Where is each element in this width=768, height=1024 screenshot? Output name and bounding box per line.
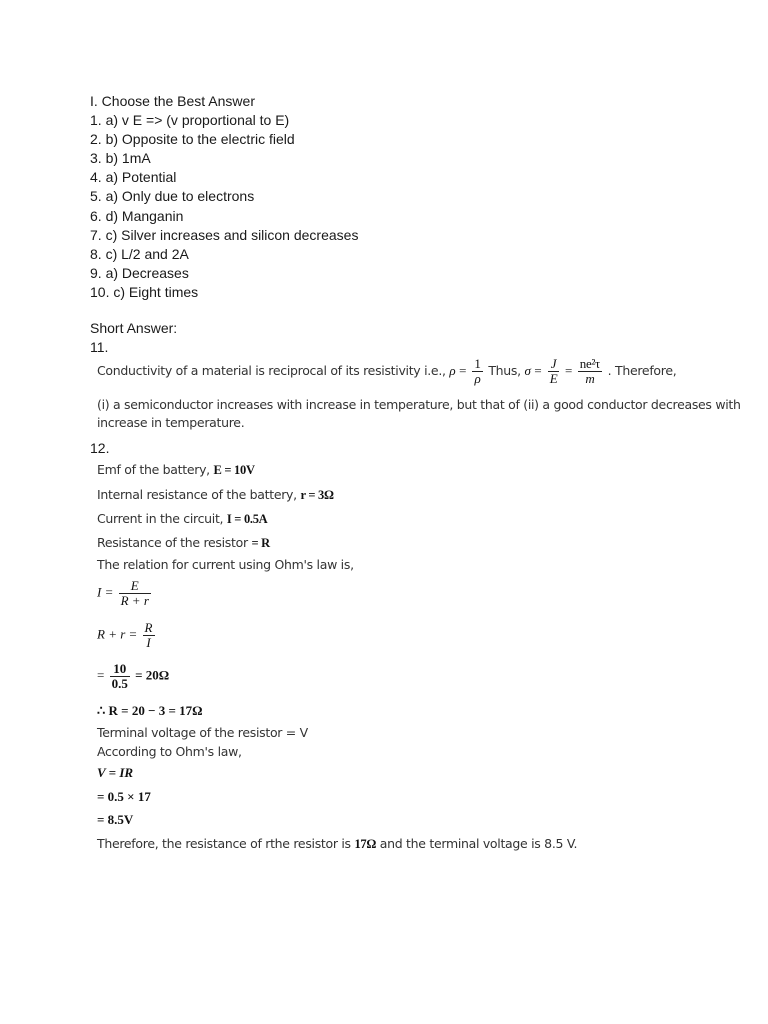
q11-therefore: . Therefore, — [607, 363, 677, 378]
q12-emf-value: E = 10V — [213, 463, 255, 477]
q12-eq3-prefix: = — [97, 667, 105, 683]
q12-equation-3 — [97, 662, 169, 691]
q11-j-fraction — [548, 357, 560, 386]
q11-line-3: increase in temperature. — [97, 415, 245, 430]
q12-conclusion-suffix: and the terminal voltage is 8.5 V. — [379, 836, 578, 851]
q12-equation-5: V = IR — [97, 765, 134, 780]
q12-terminal-text: Terminal voltage of the resistor = V — [97, 725, 308, 740]
q12-current-value: I = 0.5A — [226, 512, 268, 526]
q11-ne-fraction — [578, 357, 602, 386]
q12-equation-6: = 0.5 × 17 — [97, 789, 151, 804]
mcq-answer-5: 5. a) Only due to electrons — [90, 188, 255, 205]
mcq-answer-9: 9. a) Decreases — [90, 264, 189, 281]
q12-resistance-label: Resistance of the resistor — [97, 535, 248, 550]
q12-resistance-line — [97, 535, 270, 551]
q12-current-line — [97, 511, 267, 527]
q11-rho-lhs: ρ = — [449, 363, 467, 378]
question-12-number: 12. — [90, 440, 110, 456]
q12-eq2-denominator: I — [143, 635, 155, 650]
q12-eq3-denominator: 0.5 — [111, 676, 128, 691]
q11-line-2: (i) a semiconductor increases with increase in temperature, but that of (ii) a good conductor decreases with — [97, 397, 741, 412]
q11-line-1 — [97, 357, 676, 386]
q11-j-denominator: E — [549, 371, 558, 386]
mcq-answer-8: 8. c) L/2 and 2A — [90, 245, 189, 262]
mcq-answer-1: 1. a) v E => (v proportional to E) — [90, 112, 290, 129]
q12-eq1-numerator: E — [130, 578, 139, 593]
q12-conclusion-prefix: Therefore, the resistance of rthe resistor is — [97, 836, 351, 851]
q12-eq3-suffix: = 20Ω — [135, 667, 170, 683]
q12-eq1-lhs: I = — [97, 584, 114, 600]
q12-relation-text: The relation for current using Ohm's law is, — [97, 557, 354, 572]
q11-ne-denominator: m — [578, 371, 602, 386]
q12-eq2-lhs: R + r = — [97, 626, 138, 642]
q12-eq2-fraction — [143, 621, 155, 650]
q11-sigma-lhs: σ = — [524, 363, 543, 378]
q12-conclusion-value: 17Ω — [354, 837, 377, 851]
q12-eq1-denominator: R + r — [120, 593, 149, 608]
q11-j-numerator: J — [550, 356, 557, 371]
q11-rho-fraction — [472, 357, 482, 386]
q11-equals: = — [565, 363, 573, 378]
mcq-answer-4: 4. a) Potential — [90, 169, 177, 186]
short-answer-heading: Short Answer: — [90, 320, 178, 336]
q12-ohm-text: According to Ohm's law, — [97, 744, 242, 759]
q12-conclusion — [97, 836, 577, 852]
q12-equation-2 — [97, 621, 157, 650]
q12-equation-1 — [97, 579, 153, 608]
mcq-answer-7: 7. c) Silver increases and silicon decreases — [90, 226, 359, 243]
q12-eq3-fraction — [110, 662, 130, 691]
mcq-section — [90, 92, 358, 302]
q11-line1-prefix: Conductivity of a material is reciprocal of its resistivity i.e., — [97, 363, 446, 378]
q12-eq3-numerator: 10 — [113, 661, 127, 676]
mcq-heading: I. Choose the Best Answer — [90, 93, 255, 109]
q12-eq2-numerator: R — [144, 620, 153, 635]
q11-thus: Thus, — [488, 363, 521, 378]
q12-resistance-value: = R — [251, 536, 270, 550]
q11-rho-denominator: ρ — [472, 371, 482, 386]
q12-eq1-fraction — [119, 579, 151, 608]
q12-internal-value: r = 3Ω — [300, 488, 334, 502]
mcq-answer-3: 3. b) 1mA — [90, 150, 151, 167]
q12-internal-line — [97, 487, 334, 503]
q11-rho-numerator: 1 — [474, 356, 481, 371]
q12-current-label: Current in the circuit, — [97, 511, 224, 526]
q12-equation-4: ∴ R = 20 − 3 = 17Ω — [97, 703, 203, 718]
mcq-answer-2: 2. b) Opposite to the electric field — [90, 131, 295, 148]
mcq-answer-10: 10. c) Eight times — [90, 283, 199, 300]
q12-equation-7: = 8.5V — [97, 812, 134, 827]
mcq-answer-6: 6. d) Manganin — [90, 207, 184, 224]
question-11-number: 11. — [90, 339, 109, 355]
q11-ne-numerator: ne²τ — [579, 356, 600, 371]
q12-emf-line — [97, 462, 255, 478]
q12-emf-label: Emf of the battery, — [97, 462, 210, 477]
q12-internal-label: Internal resistance of the battery, — [97, 487, 297, 502]
